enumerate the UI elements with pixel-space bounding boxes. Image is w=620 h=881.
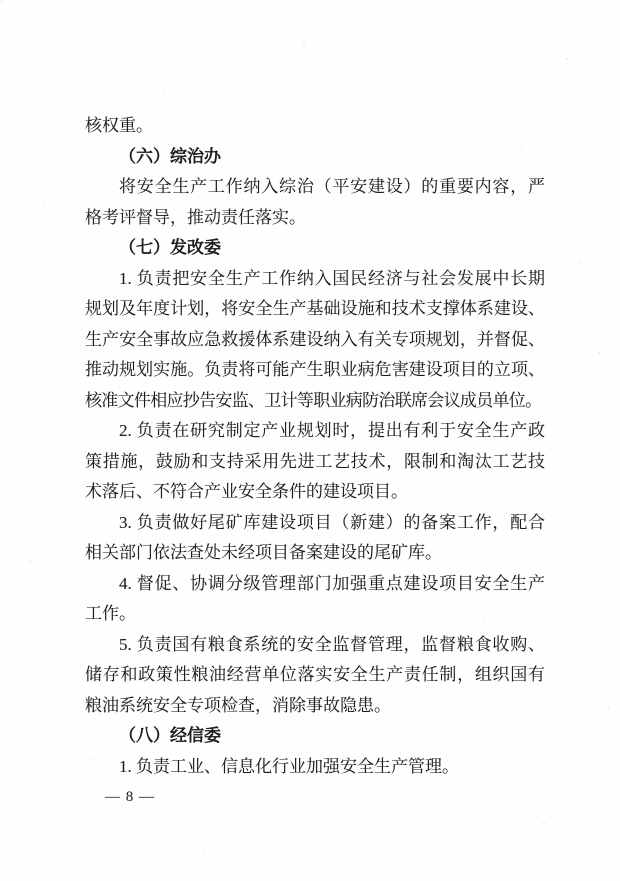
page-number: — 8 —	[105, 789, 155, 805]
section-heading-6: （六）综治办	[119, 146, 221, 166]
body-text-line: 2. 负责在研究制定产业规划时，提出有利于安全生产政	[119, 421, 545, 440]
body-text-line: 将安全生产工作纳入综治（平安建设）的重要内容，严	[119, 177, 545, 196]
body-text-line: 相关部门依法查处未经项目备案建设的尾矿库。	[85, 543, 442, 562]
body-text-line: 核准文件相应抄告安监、卫计等职业病防治联席会议成员单位。	[85, 390, 542, 410]
body-text-line: 5. 负责国有粮食系统的安全监督管理，监督粮食收购、	[119, 634, 545, 654]
section-heading-8: （八）经信委	[119, 726, 221, 745]
body-text-line: 生产安全事故应急救援体系建设纳入有关专项规划，并督促、	[85, 329, 545, 349]
body-text-line: 策措施，鼓励和支持采用先进工艺技术，限制和淘汰工艺技	[85, 451, 545, 471]
document-body	[85, 0, 545, 813]
body-text-line: 储存和政策性粮油经营单位落实安全生产责任制，组织国有	[85, 665, 545, 684]
body-text-line: 1. 负责把安全生产工作纳入国民经济与社会发展中长期	[119, 268, 545, 288]
body-text-line: 工作。	[85, 604, 136, 623]
section-heading-7: （七）发改委	[119, 238, 221, 257]
body-text-line: 1. 负责工业、信息化行业加强安全生产管理。	[119, 756, 459, 776]
scan-noise	[0, 0, 2, 2]
body-text-line: 规划及年度计划，将安全生产基础设施和技术支撑体系建设、	[85, 299, 545, 318]
body-text-line: 术落后、不符合产业安全条件的建设项目。	[85, 482, 408, 501]
body-text-line: 4. 督促、协调分级管理部门加强重点建设项目安全生产	[119, 573, 545, 593]
body-text-line: 格考评督导，推动责任落实。	[85, 207, 306, 227]
body-text-line: 推动规划实施。负责将可能产生职业病危害建设项目的立项、	[85, 360, 545, 379]
body-text-line: 粮油系统安全专项检查，消除事故隐患。	[85, 695, 391, 715]
body-text-line: 核权重。	[85, 116, 153, 135]
body-text-line: 3. 负责做好尾矿库建设项目（新建）的备案工作，配合	[119, 512, 545, 532]
